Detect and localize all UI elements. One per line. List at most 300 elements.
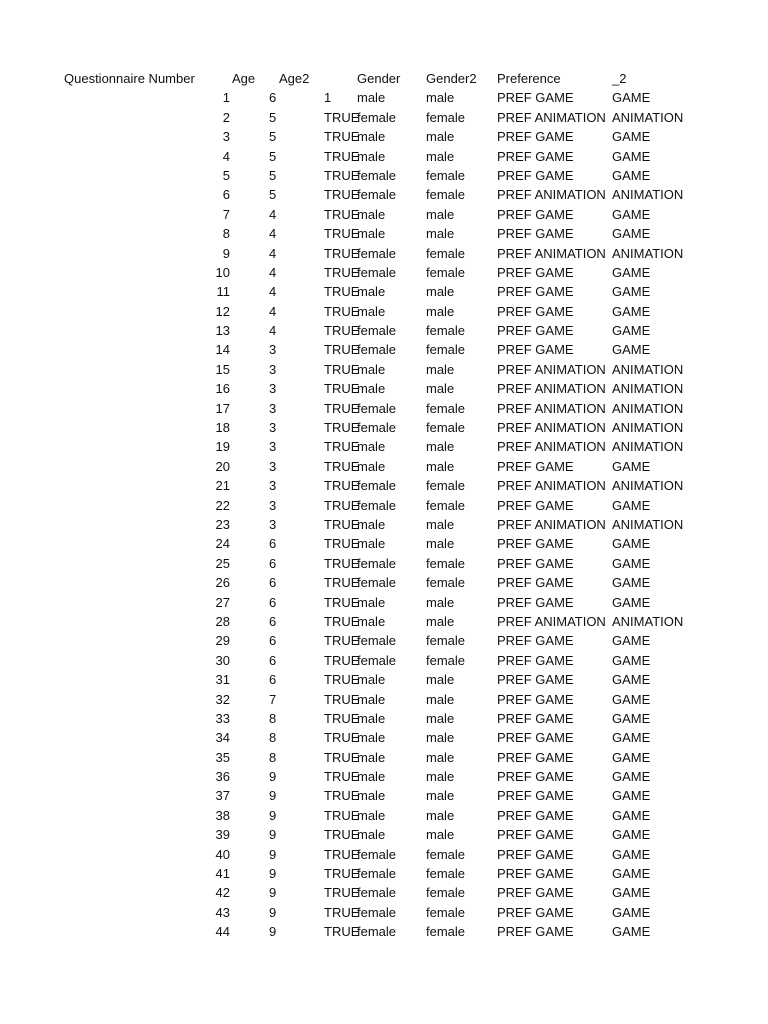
gender2-cell: female xyxy=(426,904,466,920)
gender-cell: female xyxy=(357,400,397,416)
col-2-cell: GAME xyxy=(612,652,651,668)
gender2-cell: female xyxy=(426,575,466,591)
age2-cell: TRUE xyxy=(324,148,360,164)
questionnaire-number-cell: 36 xyxy=(215,769,230,785)
gender2-cell: female xyxy=(426,555,466,571)
table-row xyxy=(0,922,768,941)
table-row xyxy=(0,457,768,476)
preference-cell: PREF GAME xyxy=(497,90,574,106)
col-2-cell: GAME xyxy=(612,555,651,571)
table-row xyxy=(0,612,768,631)
col-2-cell: GAME xyxy=(612,226,651,242)
col-2-cell: GAME xyxy=(612,807,651,823)
gender2-cell: male xyxy=(426,439,455,455)
preference-cell: PREF GAME xyxy=(497,633,574,649)
col-2-cell: GAME xyxy=(612,924,651,940)
gender-cell: male xyxy=(357,516,386,532)
gender-cell: female xyxy=(357,575,397,591)
gender2-cell: female xyxy=(426,342,466,358)
age-cell: 3 xyxy=(269,516,277,532)
preference-cell: PREF GAME xyxy=(497,497,574,513)
questionnaire-number-cell: 38 xyxy=(215,807,230,823)
age-cell: 3 xyxy=(269,361,277,377)
gender2-cell: female xyxy=(426,652,466,668)
preference-cell: PREF GAME xyxy=(497,924,574,940)
col-2-cell: GAME xyxy=(612,323,651,339)
table-row xyxy=(0,709,768,728)
age-cell: 6 xyxy=(269,633,277,649)
gender-cell: female xyxy=(357,497,397,513)
gender-cell: female xyxy=(357,555,397,571)
gender2-cell: female xyxy=(426,497,466,513)
table-row xyxy=(0,883,768,902)
age2-cell: TRUE xyxy=(324,827,360,843)
col-2-cell: ANIMATION xyxy=(612,381,684,397)
questionnaire-number-cell: 11 xyxy=(216,284,230,300)
questionnaire-number-cell: 34 xyxy=(215,730,230,746)
gender-cell: male xyxy=(357,807,386,823)
questionnaire-number-cell: 14 xyxy=(215,342,230,358)
questionnaire-number-cell: 37 xyxy=(215,788,230,804)
col-2-cell: ANIMATION xyxy=(612,613,684,629)
preference-cell: PREF GAME xyxy=(497,710,574,726)
questionnaire-number-cell: 1 xyxy=(222,90,230,106)
age-cell: 9 xyxy=(269,904,277,920)
table-row xyxy=(0,515,768,534)
gender2-cell: male xyxy=(426,691,455,707)
preference-cell: PREF GAME xyxy=(497,129,574,145)
age2-cell: TRUE xyxy=(324,633,360,649)
preference-cell: PREF GAME xyxy=(497,594,574,610)
table-row xyxy=(0,767,768,786)
gender-cell: female xyxy=(357,342,397,358)
age2-cell: 1 xyxy=(324,90,332,106)
table-row xyxy=(0,282,768,301)
gender-cell: female xyxy=(357,245,397,261)
age2-cell: TRUE xyxy=(324,361,360,377)
gender2-cell: male xyxy=(426,303,455,319)
gender-cell: female xyxy=(357,478,397,494)
questionnaire-number-cell: 2 xyxy=(222,109,230,125)
table-row xyxy=(0,224,768,243)
header-age2: Age2 xyxy=(279,71,310,86)
age2-cell: TRUE xyxy=(324,264,360,280)
questionnaire-number-cell: 18 xyxy=(215,420,230,436)
preference-cell: PREF GAME xyxy=(497,730,574,746)
table-row xyxy=(0,670,768,689)
gender2-cell: male xyxy=(426,807,455,823)
col-2-cell: ANIMATION xyxy=(612,400,684,416)
preference-cell: PREF GAME xyxy=(497,575,574,591)
questionnaire-number-cell: 44 xyxy=(215,924,230,940)
col-2-cell: GAME xyxy=(612,129,651,145)
age-cell: 6 xyxy=(269,594,277,610)
col-2-cell: GAME xyxy=(612,827,651,843)
gender2-cell: female xyxy=(426,846,466,862)
gender-cell: male xyxy=(357,827,386,843)
age-cell: 3 xyxy=(269,478,277,494)
gender2-cell: male xyxy=(426,361,455,377)
col-2-cell: GAME xyxy=(612,342,651,358)
preference-cell: PREF ANIMATION xyxy=(497,420,606,436)
preference-cell: PREF GAME xyxy=(497,866,574,882)
questionnaire-number-cell: 25 xyxy=(215,555,230,571)
col-2-cell: GAME xyxy=(612,846,651,862)
gender2-cell: male xyxy=(426,536,455,552)
gender-cell: male xyxy=(357,381,386,397)
age2-cell: TRUE xyxy=(324,575,360,591)
preference-cell: PREF GAME xyxy=(497,827,574,843)
questionnaire-number-cell: 5 xyxy=(222,167,230,183)
preference-cell: PREF GAME xyxy=(497,342,574,358)
age-cell: 9 xyxy=(269,885,277,901)
preference-cell: PREF GAME xyxy=(497,788,574,804)
age-cell: 5 xyxy=(269,167,277,183)
table-row xyxy=(0,476,768,495)
preference-cell: PREF GAME xyxy=(497,885,574,901)
gender2-cell: female xyxy=(426,400,466,416)
gender2-cell: male xyxy=(426,594,455,610)
age-cell: 4 xyxy=(269,303,277,319)
age2-cell: TRUE xyxy=(324,420,360,436)
preference-cell: PREF GAME xyxy=(497,652,574,668)
gender2-cell: male xyxy=(426,710,455,726)
preference-cell: PREF GAME xyxy=(497,284,574,300)
col-2-cell: ANIMATION xyxy=(612,187,684,203)
gender-cell: male xyxy=(357,672,386,688)
age2-cell: TRUE xyxy=(324,187,360,203)
header-questionnaire-number: Questionnaire Number xyxy=(64,71,195,86)
questionnaire-number-cell: 30 xyxy=(215,652,230,668)
preference-cell: PREF GAME xyxy=(497,206,574,222)
preference-cell: PREF ANIMATION xyxy=(497,613,606,629)
gender2-cell: female xyxy=(426,420,466,436)
table-row xyxy=(0,418,768,437)
table-row xyxy=(0,379,768,398)
age-cell: 5 xyxy=(269,148,277,164)
age2-cell: TRUE xyxy=(324,594,360,610)
table-row xyxy=(0,864,768,883)
preference-cell: PREF GAME xyxy=(497,167,574,183)
questionnaire-number-cell: 4 xyxy=(222,148,230,164)
col-2-cell: GAME xyxy=(612,536,651,552)
preference-cell: PREF GAME xyxy=(497,458,574,474)
age2-cell: TRUE xyxy=(324,323,360,339)
age-cell: 3 xyxy=(269,400,277,416)
gender-cell: female xyxy=(357,924,397,940)
gender-cell: male xyxy=(357,439,386,455)
preference-cell: PREF GAME xyxy=(497,691,574,707)
table-row xyxy=(0,786,768,805)
col-2-cell: GAME xyxy=(612,885,651,901)
col-2-cell: GAME xyxy=(612,866,651,882)
gender2-cell: male xyxy=(426,129,455,145)
age2-cell: TRUE xyxy=(324,807,360,823)
age-cell: 9 xyxy=(269,769,277,785)
age-cell: 6 xyxy=(269,536,277,552)
questionnaire-number-cell: 32 xyxy=(215,691,230,707)
gender-cell: male xyxy=(357,788,386,804)
age2-cell: TRUE xyxy=(324,904,360,920)
gender-cell: male xyxy=(357,129,386,145)
gender-cell: male xyxy=(357,206,386,222)
table-row xyxy=(0,631,768,650)
gender-cell: male xyxy=(357,613,386,629)
gender-cell: male xyxy=(357,226,386,242)
age-cell: 3 xyxy=(269,420,277,436)
age-cell: 8 xyxy=(269,749,277,765)
age-cell: 6 xyxy=(269,613,277,629)
questionnaire-number-cell: 40 xyxy=(215,846,230,862)
table-row xyxy=(0,166,768,185)
age-cell: 4 xyxy=(269,323,277,339)
table-row xyxy=(0,244,768,263)
gender2-cell: male xyxy=(426,206,455,222)
preference-cell: PREF ANIMATION xyxy=(497,361,606,377)
age-cell: 9 xyxy=(269,924,277,940)
gender2-cell: female xyxy=(426,885,466,901)
age2-cell: TRUE xyxy=(324,303,360,319)
preference-cell: PREF ANIMATION xyxy=(497,245,606,261)
col-2-cell: GAME xyxy=(612,904,651,920)
preference-cell: PREF GAME xyxy=(497,555,574,571)
gender2-cell: female xyxy=(426,167,466,183)
gender-cell: female xyxy=(357,652,397,668)
gender2-cell: female xyxy=(426,866,466,882)
questionnaire-number-cell: 31 xyxy=(215,672,230,688)
questionnaire-number-cell: 9 xyxy=(222,245,230,261)
table-row xyxy=(0,340,768,359)
questionnaire-number-cell: 28 xyxy=(215,613,230,629)
age2-cell: TRUE xyxy=(324,439,360,455)
preference-cell: PREF GAME xyxy=(497,846,574,862)
gender-cell: male xyxy=(357,710,386,726)
age-cell: 4 xyxy=(269,226,277,242)
questionnaire-number-cell: 13 xyxy=(215,323,230,339)
age-cell: 3 xyxy=(269,458,277,474)
gender2-cell: female xyxy=(426,109,466,125)
questionnaire-number-cell: 22 xyxy=(215,497,230,513)
preference-cell: PREF GAME xyxy=(497,769,574,785)
questionnaire-number-cell: 16 xyxy=(215,381,230,397)
questionnaire-number-cell: 17 xyxy=(215,400,230,416)
col-2-cell: GAME xyxy=(612,303,651,319)
table-row xyxy=(0,185,768,204)
gender-cell: male xyxy=(357,458,386,474)
preference-cell: PREF GAME xyxy=(497,672,574,688)
gender2-cell: female xyxy=(426,323,466,339)
age-cell: 6 xyxy=(269,90,277,106)
age2-cell: TRUE xyxy=(324,672,360,688)
age2-cell: TRUE xyxy=(324,478,360,494)
questionnaire-number-cell: 19 xyxy=(215,439,230,455)
header-col-2: _2 xyxy=(612,71,627,86)
table-row xyxy=(0,127,768,146)
col-2-cell: GAME xyxy=(612,264,651,280)
table-row xyxy=(0,748,768,767)
age2-cell: TRUE xyxy=(324,284,360,300)
preference-cell: PREF GAME xyxy=(497,323,574,339)
gender-cell: male xyxy=(357,691,386,707)
preference-cell: PREF GAME xyxy=(497,807,574,823)
gender-cell: female xyxy=(357,866,397,882)
questionnaire-number-cell: 23 xyxy=(215,516,230,532)
table-row xyxy=(0,360,768,379)
preference-cell: PREF ANIMATION xyxy=(497,516,606,532)
gender2-cell: male xyxy=(426,458,455,474)
data-rows xyxy=(0,88,768,941)
questionnaire-number-cell: 3 xyxy=(222,129,230,145)
age2-cell: TRUE xyxy=(324,206,360,222)
age2-cell: TRUE xyxy=(324,749,360,765)
gender2-cell: male xyxy=(426,90,455,106)
gender2-cell: male xyxy=(426,749,455,765)
age-cell: 9 xyxy=(269,788,277,804)
age-cell: 3 xyxy=(269,439,277,455)
age2-cell: TRUE xyxy=(324,167,360,183)
age-cell: 6 xyxy=(269,575,277,591)
age2-cell: TRUE xyxy=(324,691,360,707)
col-2-cell: GAME xyxy=(612,167,651,183)
questionnaire-number-cell: 21 xyxy=(215,478,230,494)
gender2-cell: male xyxy=(426,613,455,629)
preference-cell: PREF GAME xyxy=(497,148,574,164)
gender-cell: male xyxy=(357,536,386,552)
table-row xyxy=(0,437,768,456)
questionnaire-number-cell: 20 xyxy=(215,458,230,474)
col-2-cell: GAME xyxy=(612,749,651,765)
gender-cell: male xyxy=(357,749,386,765)
col-2-cell: GAME xyxy=(612,710,651,726)
age-cell: 8 xyxy=(269,730,277,746)
questionnaire-number-cell: 6 xyxy=(222,187,230,203)
questionnaire-number-cell: 8 xyxy=(222,226,230,242)
col-2-cell: GAME xyxy=(612,730,651,746)
gender-cell: female xyxy=(357,885,397,901)
age2-cell: TRUE xyxy=(324,516,360,532)
col-2-cell: GAME xyxy=(612,788,651,804)
gender-cell: male xyxy=(357,769,386,785)
age-cell: 9 xyxy=(269,846,277,862)
age2-cell: TRUE xyxy=(324,342,360,358)
age2-cell: TRUE xyxy=(324,226,360,242)
col-2-cell: GAME xyxy=(612,672,651,688)
gender2-cell: female xyxy=(426,187,466,203)
questionnaire-number-cell: 41 xyxy=(215,866,230,882)
preference-cell: PREF ANIMATION xyxy=(497,109,606,125)
age2-cell: TRUE xyxy=(324,769,360,785)
table-row xyxy=(0,147,768,166)
gender2-cell: female xyxy=(426,924,466,940)
col-2-cell: GAME xyxy=(612,594,651,610)
header-gender: Gender xyxy=(357,71,401,86)
col-2-cell: ANIMATION xyxy=(612,439,684,455)
questionnaire-number-cell: 12 xyxy=(215,303,230,319)
table-row xyxy=(0,321,768,340)
questionnaire-number-cell: 24 xyxy=(215,536,230,552)
col-2-cell: ANIMATION xyxy=(612,420,684,436)
gender2-cell: female xyxy=(426,478,466,494)
header-row xyxy=(0,69,768,88)
table-row xyxy=(0,263,768,282)
gender-cell: male xyxy=(357,594,386,610)
questionnaire-number-cell: 35 xyxy=(215,749,230,765)
col-2-cell: GAME xyxy=(612,497,651,513)
questionnaire-number-cell: 15 xyxy=(215,361,230,377)
gender-cell: female xyxy=(357,187,397,203)
age2-cell: TRUE xyxy=(324,730,360,746)
col-2-cell: GAME xyxy=(612,206,651,222)
age2-cell: TRUE xyxy=(324,381,360,397)
preference-cell: PREF GAME xyxy=(497,264,574,280)
col-2-cell: ANIMATION xyxy=(612,478,684,494)
gender2-cell: male xyxy=(426,672,455,688)
age2-cell: TRUE xyxy=(324,458,360,474)
table-row xyxy=(0,399,768,418)
age-cell: 5 xyxy=(269,129,277,145)
age-cell: 6 xyxy=(269,555,277,571)
gender-cell: female xyxy=(357,904,397,920)
table-row xyxy=(0,302,768,321)
preference-cell: PREF ANIMATION xyxy=(497,478,606,494)
questionnaire-number-cell: 33 xyxy=(215,710,230,726)
age-cell: 9 xyxy=(269,866,277,882)
preference-cell: PREF GAME xyxy=(497,904,574,920)
gender-cell: female xyxy=(357,633,397,649)
table-row xyxy=(0,690,768,709)
age-cell: 4 xyxy=(269,245,277,261)
col-2-cell: GAME xyxy=(612,458,651,474)
col-2-cell: GAME xyxy=(612,148,651,164)
gender2-cell: male xyxy=(426,226,455,242)
preference-cell: PREF GAME xyxy=(497,303,574,319)
col-2-cell: ANIMATION xyxy=(612,245,684,261)
age-cell: 3 xyxy=(269,381,277,397)
col-2-cell: GAME xyxy=(612,691,651,707)
age-cell: 9 xyxy=(269,807,277,823)
age-cell: 5 xyxy=(269,187,277,203)
age-cell: 4 xyxy=(269,284,277,300)
age2-cell: TRUE xyxy=(324,109,360,125)
gender2-cell: male xyxy=(426,827,455,843)
col-2-cell: ANIMATION xyxy=(612,109,684,125)
gender-cell: female xyxy=(357,323,397,339)
age2-cell: TRUE xyxy=(324,613,360,629)
age2-cell: TRUE xyxy=(324,924,360,940)
age2-cell: TRUE xyxy=(324,846,360,862)
preference-cell: PREF GAME xyxy=(497,749,574,765)
col-2-cell: ANIMATION xyxy=(612,361,684,377)
preference-cell: PREF ANIMATION xyxy=(497,381,606,397)
table-row xyxy=(0,573,768,592)
table-row xyxy=(0,496,768,515)
preference-cell: PREF GAME xyxy=(497,536,574,552)
gender-cell: female xyxy=(357,846,397,862)
gender-cell: male xyxy=(357,90,386,106)
header-gender2: Gender2 xyxy=(426,71,477,86)
questionnaire-number-cell: 39 xyxy=(215,827,230,843)
age2-cell: TRUE xyxy=(324,788,360,804)
questionnaire-number-cell: 27 xyxy=(215,594,230,610)
gender-cell: male xyxy=(357,730,386,746)
gender2-cell: female xyxy=(426,245,466,261)
table-row xyxy=(0,593,768,612)
age-cell: 3 xyxy=(269,497,277,513)
table-row xyxy=(0,88,768,107)
questionnaire-number-cell: 42 xyxy=(215,885,230,901)
gender2-cell: male xyxy=(426,788,455,804)
preference-cell: PREF ANIMATION xyxy=(497,400,606,416)
